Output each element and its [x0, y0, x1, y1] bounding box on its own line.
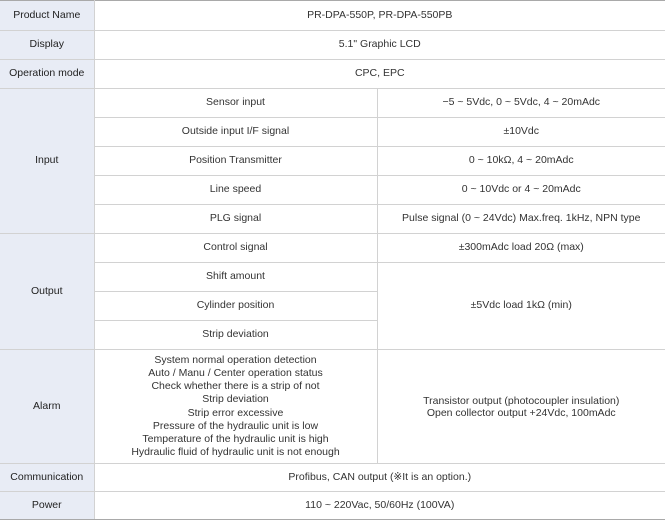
input-item-name: Line speed [94, 176, 377, 205]
display-value: 5.1" Graphic LCD [94, 31, 665, 60]
communication-label: Communication [0, 464, 94, 492]
row-power [0, 492, 665, 520]
alarm-condition: Strip error excessive [187, 406, 284, 419]
row-output-control [0, 234, 665, 263]
alarm-conditions [94, 350, 377, 464]
input-item-value: 0 ~ 10Vdc or 4 ~ 20mAdc [377, 176, 665, 205]
operation-mode-label: Operation mode [0, 60, 94, 89]
alarm-output-line: Transistor output (photocoupler insulation) [423, 394, 620, 407]
alarm-condition: Auto / Manu / Center operation status [148, 367, 323, 380]
row-input-position [0, 147, 665, 176]
alarm-label: Alarm [0, 350, 94, 464]
alarm-output-line: Open collector output +24Vdc, 100mAdc [426, 406, 616, 419]
input-item-name: Sensor input [94, 89, 377, 118]
input-item-value: 0 ~ 10kΩ, 4 ~ 20mAdc [377, 147, 665, 176]
power-value: 110 ~ 220Vac, 50/60Hz (100VA) [94, 492, 665, 520]
output-item-name: Cylinder position [94, 292, 377, 321]
alarm-condition: Temperature of the hydraulic unit is high [142, 432, 329, 445]
product-name-value: PR-DPA-550P, PR-DPA-550PB [94, 1, 665, 31]
output-item-name: Shift amount [94, 263, 377, 292]
row-input-line-speed [0, 176, 665, 205]
row-operation-mode [0, 60, 665, 89]
input-label: Input [0, 89, 94, 234]
input-item-value: −5 ~ 5Vdc, 0 ~ 5Vdc, 4 ~ 20mAdc [377, 89, 665, 118]
operation-mode-value: CPC, EPC [94, 60, 665, 89]
row-output-shift [0, 263, 665, 292]
alarm-condition: System normal operation detection [154, 354, 317, 366]
alarm-condition: Hydraulic fluid of hydraulic unit is not enough [131, 445, 340, 458]
input-item-name: Outside input I/F signal [94, 118, 377, 147]
input-item-name: PLG signal [94, 205, 377, 234]
alarm-condition: Check whether there is a strip of not [151, 380, 320, 393]
row-input-outside [0, 118, 665, 147]
product-name-label: Product Name [0, 1, 94, 31]
output-item-name: Strip deviation [94, 321, 377, 350]
row-input-sensor [0, 89, 665, 118]
row-display [0, 31, 665, 60]
input-item-value: ±10Vdc [377, 118, 665, 147]
alarm-condition: Pressure of the hydraulic unit is low [152, 419, 319, 432]
output-shared-value: ±5Vdc load 1kΩ (min) [377, 263, 665, 350]
row-product-name [0, 1, 665, 31]
row-input-plg [0, 205, 665, 234]
output-item-name: Control signal [94, 234, 377, 263]
input-item-name: Position Transmitter [94, 147, 377, 176]
power-label: Power [0, 492, 94, 520]
communication-value: Profibus, CAN output (※It is an option.) [94, 464, 665, 492]
output-item-value: ±300mAdc load 20Ω (max) [377, 234, 665, 263]
display-label: Display [0, 31, 94, 60]
output-label: Output [0, 234, 94, 350]
alarm-output [377, 350, 665, 464]
alarm-condition: Strip deviation [202, 393, 269, 406]
input-item-value: Pulse signal (0 ~ 24Vdc) Max.freq. 1kHz, NPN type [377, 205, 665, 234]
row-communication [0, 464, 665, 492]
row-alarm [0, 350, 665, 464]
